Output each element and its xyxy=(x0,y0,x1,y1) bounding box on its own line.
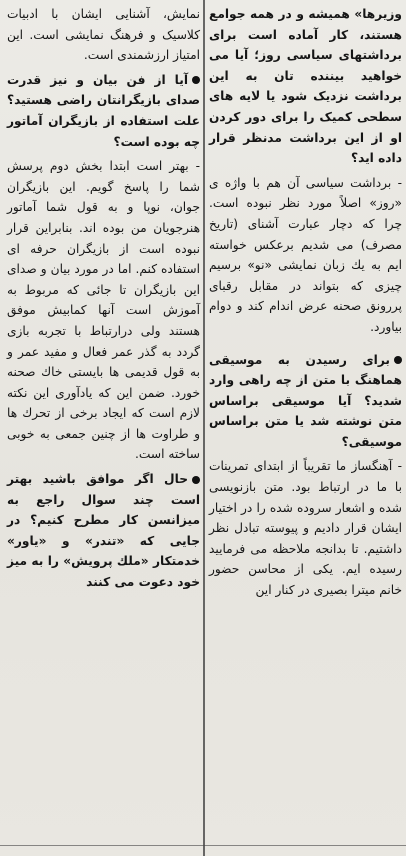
answer-voice: - بهتر است ابتدا بخش دوم پرسش شما را پاسخ گویم. این بازیگران جوان، نوپا و به قول شما آماتور هنرجویان من بوده اند. بنابراین قرار نبوده است از بازیگران حرفه ای استفاده کنم. اما در مورد بیان و صدای این بازیگران تا جائی که مربوط به آموزش است آنها کمابیش موفق هستند ولی درارتباط با تجربه بازی گردد به گذر عمر فعال و مفید عمر و به قول قدیمی ها بایستی خاك صحنه خورد. ضمن این که یادآوری این نکته لازم است که ایجاد برخی از تحرك ها و طراوت ها از چنین جمعی به خوبی ساخته است. xyxy=(7,159,200,462)
left-intro-text: نمایش، آشنایی ایشان با ادبیات کلاسیک و فرهنگ نمایشی است. این امتیاز ارزشمندی است. xyxy=(7,7,200,63)
bullet-icon xyxy=(394,356,402,364)
question-music xyxy=(209,350,402,453)
question-music-text: برای رسیدن به موسیقی هماهنگ با متن از چه راهی وارد شدید؟ آیا موسیقی براساس متن نوشته شد یا متن براساس موسیقی؟ xyxy=(209,352,402,449)
question-staging xyxy=(7,469,200,593)
bullet-icon xyxy=(192,76,200,84)
column-divider xyxy=(203,0,205,856)
question-voice xyxy=(7,70,200,152)
answer-political-reading: - برداشت سیاسی آن هم با واژه ی «روز» اصلاً مورد نظر نبوده است. چرا که دچار عبارت آشنای (تاریخ مصرف) می شدیم برعکس خواسته ایم به یك زبان نمایشی «نو» برسیم چیزی که بتواند در مقابل رقبای پررونق صحنه عرض اندام کند و دوام بیاورد. xyxy=(209,175,402,334)
bottom-rule xyxy=(0,845,406,846)
question-staging-text: حال اگر موافق باشید بهتر است چند سوال راجع به میزانسن کار مطرح کنیم؟ در جایی که «تندر» و «یاور» خدمتکار «ملك پرویش» را به میز خود دعوت می کنند xyxy=(7,472,200,590)
answer-music: - آهنگساز ما تقریباً از ابتدای تمرینات با ما در ارتباط بود. متن بازنویسی شده و اشعار سروده شده را در اختیار ایشان قرار دادیم و پیوسته تبادل نظر داشتیم. تا بدانجه ملاحظه می فرمایید رسیده ایم. یکی از محاسن حضور خانم میترا بصیری در کنار این xyxy=(209,459,402,598)
question-voice-text: آیا از فن بیان و نیز قدرت صدای بازیگرانتان راضی هستید؟ علت استفاده از بازیگران آماتور چه بوده است؟ xyxy=(7,72,200,149)
right-intro-text: وزیرها» همیشه و در همه جوامع هستند، کار آماده است برای برداشتهای سیاسی روز؛ آیا می خواهید بیننده تان به این برداشت نزدیک شود یا لایه های سطحی کمیک را برای دور کردن او از این برداشت مدنظر قرار داده اید؟ xyxy=(209,7,402,166)
left-column xyxy=(7,4,200,597)
right-column xyxy=(209,4,402,605)
bullet-icon xyxy=(192,476,200,484)
